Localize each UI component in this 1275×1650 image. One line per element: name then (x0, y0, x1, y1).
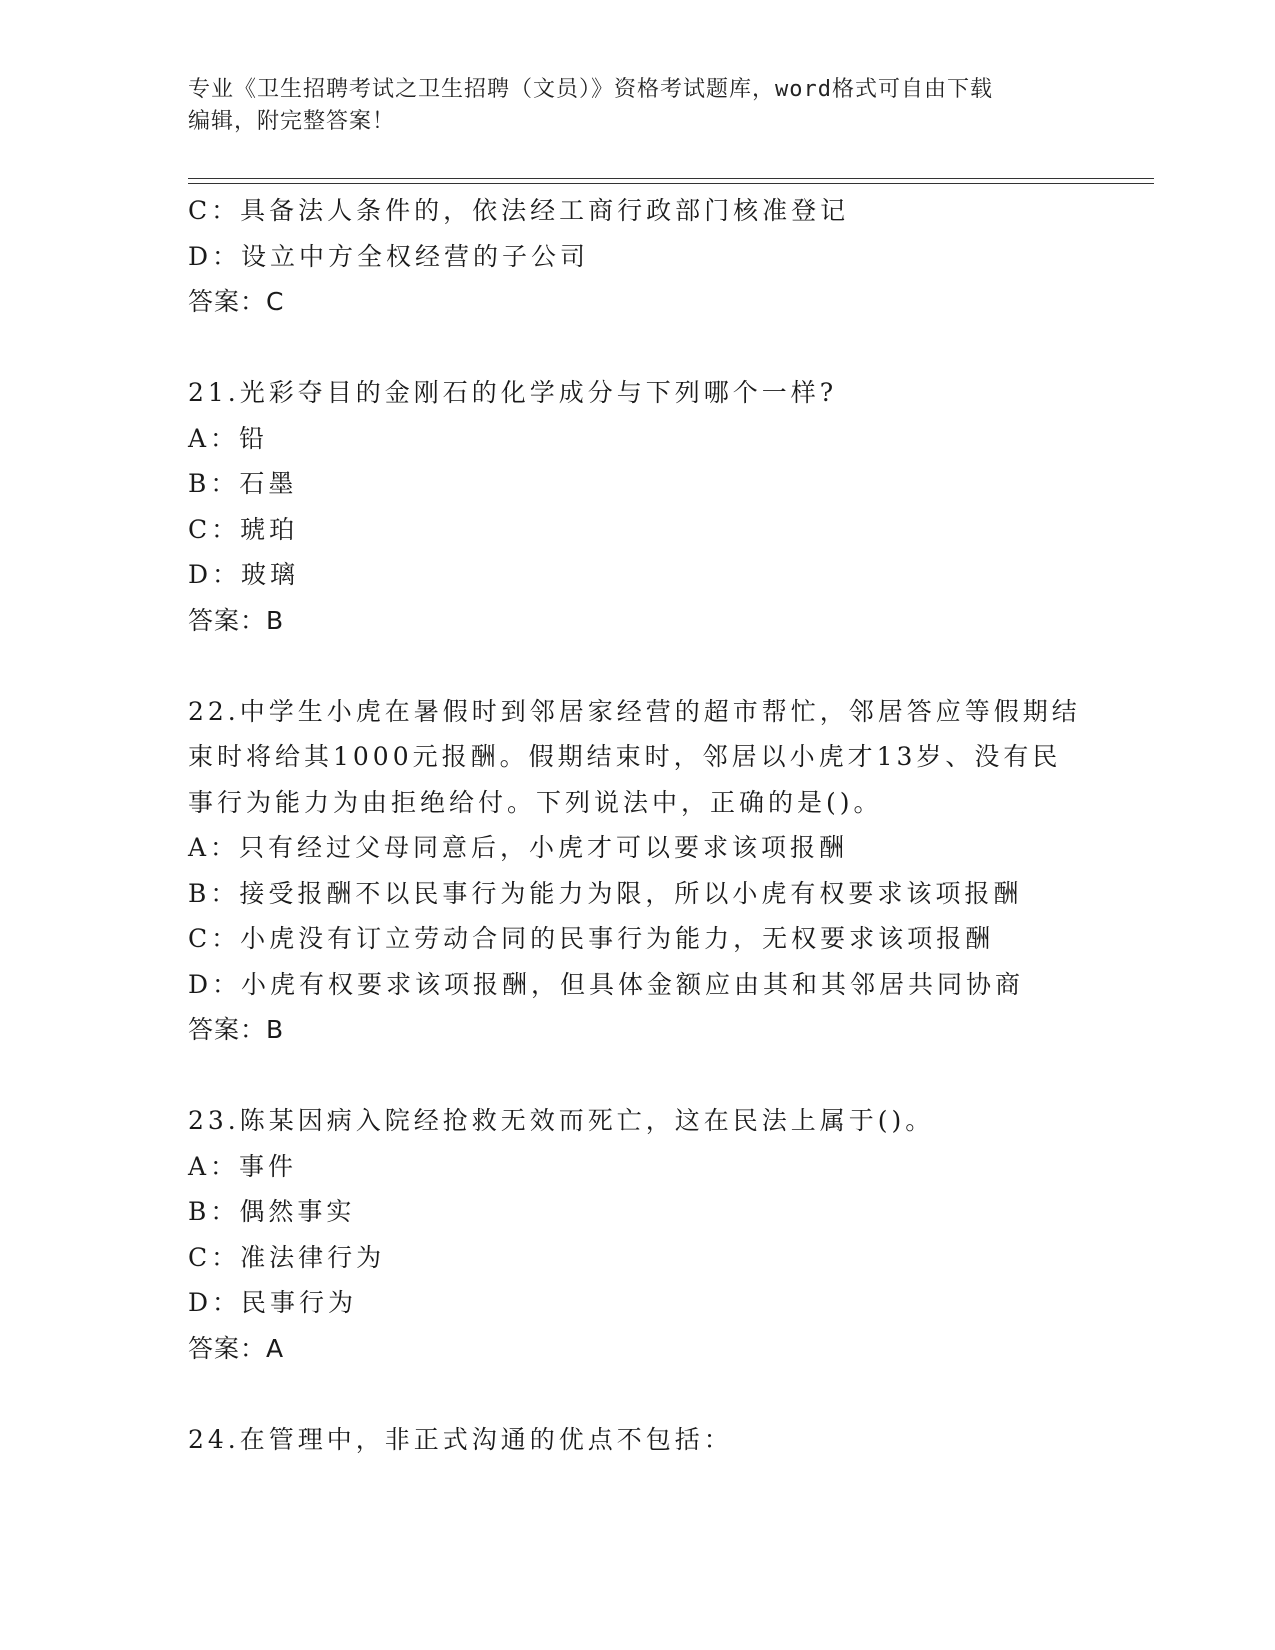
spacer (188, 1053, 1148, 1099)
q21-option-b: B：石墨 (188, 469, 298, 498)
spacer (188, 1371, 1148, 1417)
q22-answer: 答案：B (188, 1015, 285, 1044)
q22-option-c: C：小虎没有订立劳动合同的民事行为能力，无权要求该项报酬 (188, 924, 995, 953)
q22-option-a: A：只有经过父母同意后，小虎才可以要求该项报酬 (188, 833, 849, 862)
document-header (188, 74, 1088, 138)
q22-stem-line-3: 事行为能力为由拒绝给付。下列说法中，正确的是()。 (188, 787, 883, 817)
spacer (188, 325, 1148, 371)
q23-answer: 答案：A (188, 1333, 285, 1363)
prev-option-c: C：具备法人条件的，依法经工商行政部门核准登记 (188, 196, 850, 225)
q22-option-b: B：接受报酬不以民事行为能力为限，所以小虎有权要求该项报酬 (188, 878, 1023, 908)
q21-option-d: D：玻璃 (188, 560, 300, 589)
q23-option-d: D：民事行为 (188, 1288, 358, 1317)
q23-option-b: B：偶然事实 (188, 1197, 356, 1226)
q23-stem: 23.陈某因病入院经抢救无效而死亡，这在民法上属于()。 (188, 1106, 935, 1135)
q22-stem-line-2: 束时将给其1000元报酬。假期结束时，邻居以小虎才13岁、没有民 (188, 742, 1062, 771)
header-divider-bottom (188, 183, 1154, 184)
header-title-line-1: 专业《卫生招聘考试之卫生招聘（文员）》资格考试题库，word格式可自由下载 (188, 77, 993, 102)
q22-stem-line-1: 22.中学生小虎在暑假时到邻居家经营的超市帮忙，邻居答应等假期结 (188, 696, 1081, 726)
q23-option-c: C：准法律行为 (188, 1242, 386, 1272)
q21-answer: 答案：B (188, 605, 285, 635)
question-list (188, 188, 1148, 1462)
q22-option-d: D：小虎有权要求该项报酬，但具体金额应由其和其邻居共同协商 (188, 969, 1025, 999)
prev-option-d: D：设立中方全权经营的子公司 (188, 241, 590, 271)
q21-stem: 21.光彩夺目的金刚石的化学成分与下列哪个一样? (188, 378, 838, 407)
q23-option-a: A：事件 (188, 1151, 298, 1181)
header-divider-top (188, 178, 1154, 179)
prev-answer: 答案：C (188, 287, 285, 316)
q24-stem: 24.在管理中，非正式沟通的优点不包括： (188, 1424, 733, 1454)
q21-option-a: A：铅 (188, 423, 269, 453)
header-title-line-2: 编辑，附完整答案！ (188, 109, 396, 134)
q21-option-c: C：琥珀 (188, 514, 299, 544)
spacer (188, 643, 1148, 689)
